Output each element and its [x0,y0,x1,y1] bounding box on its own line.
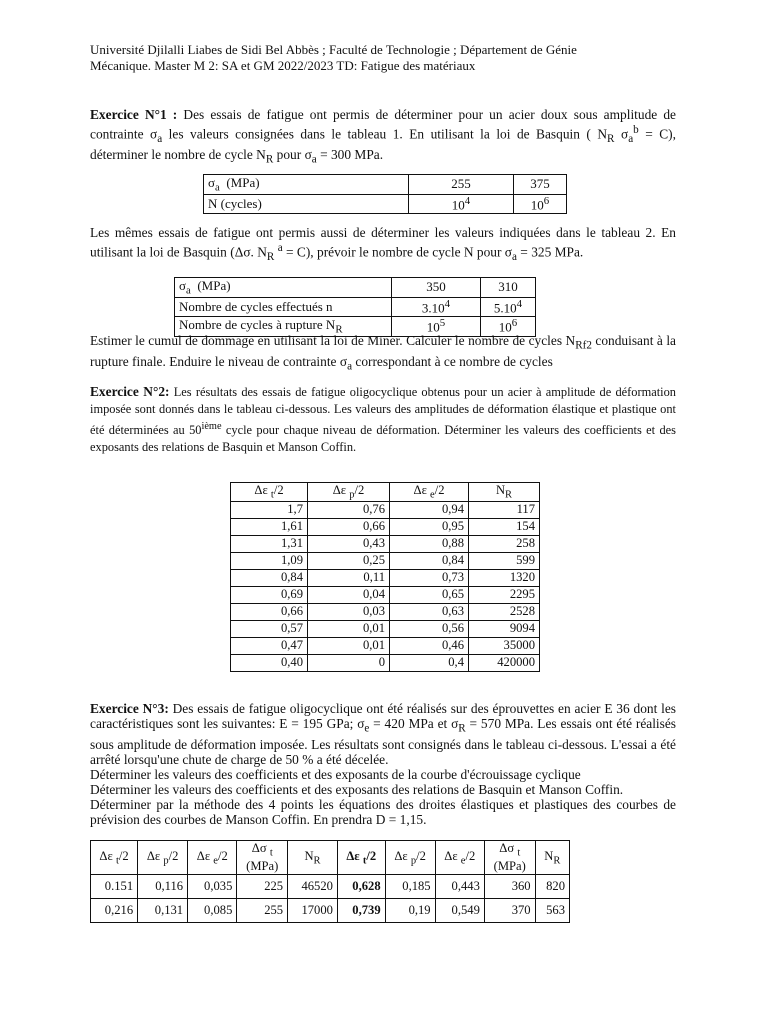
table-cell: 258 [469,535,540,552]
table-cell: 0,65 [390,586,469,603]
table-cell: 0,43 [308,535,390,552]
table-cell: 2295 [469,586,540,603]
table-cell: 0,66 [231,603,308,620]
table-exercise-3 [90,840,570,923]
table-cell: 0,185 [385,875,435,899]
table-cell: 820 [535,875,569,899]
table-cell: 0,085 [188,899,237,923]
table-cell: 0,11 [308,569,390,586]
table-cell: 0,66 [308,518,390,535]
table-cell: 154 [469,518,540,535]
table-cell: 1,09 [231,552,308,569]
table-cell: 0,549 [435,899,484,923]
table-cell: 0,19 [385,899,435,923]
table-cell: 0,88 [390,535,469,552]
table-cell: 35000 [469,637,540,654]
header [90,42,676,74]
table-cell: 0,04 [308,586,390,603]
table-header-row: Δε $_t$/2 Δε $_p$/2 Δε $_e$/2 Δσ $_t$ (MPa) $N_R$ Δε $_t$/2 Δε $_p$/2 Δε $_e$/2 Δσ $_t$ (MPa) $N_R$ [91,841,570,875]
table-row [91,899,570,923]
table-cell: 0,131 [138,899,188,923]
table-cell: 0,01 [308,637,390,654]
header-line-2: Mécanique. Master M 2: SA et GM 2022/2023 TD: Fatigue des matériaux [90,58,476,73]
table-cell: 1,61 [231,518,308,535]
table-cell: 1320 [469,569,540,586]
table-row: N (cycles) $10^4$ $10^6$ [204,194,567,213]
exercise-3-task-2: Déterminer les valeurs des coefficients et des exposants des relations de Basquin et Manson Coffin. [90,781,624,797]
table-cell: 0,76 [308,501,390,518]
table-cell: 0,63 [390,603,469,620]
table-row [91,875,570,899]
table-cell: 0.151 [91,875,138,899]
table-cell: 0,69 [231,586,308,603]
table-cell: 0,56 [390,620,469,637]
exercise-1-title: Exercice N°1 : [90,107,178,122]
table-cell: 0,95 [390,518,469,535]
table-cell: 0,57 [231,620,308,637]
table-cell: 0,116 [138,875,188,899]
table-row [231,569,540,586]
table-row: Nombre de cycles à rupture $N_R$ $10^5$ $10^6$ [175,316,536,336]
table-cell: 225 [237,875,288,899]
table-row [231,586,540,603]
table-cell: 0,46 [390,637,469,654]
table-row: Nombre de cycles effectués n 3.10$^4$ 5.10$^4$ [175,297,536,316]
table-row [231,654,540,671]
table-cell: 0,73 [390,569,469,586]
exercise-2-paragraph: Exercice N°2: Les résultats des essais de fatigue oligocyclique obtenus pour un acier à amplitude de déformation imposée sont donnés dans le tableau ci-dessous. Les valeurs des amplitudes de déformation élastique et plastique ont été déterminées au 50ième cycle pour chaque niveau de déformation. Déterminer les valeurs des coefficients et des exposants des relations de Basquin et Manson Coffin. [90,384,676,455]
exercise-1-paragraph-3: Estimer le cumul de dommage en utilisant la loi de Miner. Calculer le nombre de cycles $N_{Rf2}$ conduisant à la rupture finale. Enduire le niveau de contrainte $\sigma_a$ correspondant à ce nombre de cycles [90,333,676,373]
table-cell: 599 [469,552,540,569]
table-cell: 255 [237,899,288,923]
table-cell: 0,035 [188,875,237,899]
table-cell: 117 [469,501,540,518]
table-row: $\sigma_a$ (MPa) 350 310 [175,278,536,298]
table-cell: 0,443 [435,875,484,899]
table-row [231,535,540,552]
table-cell: 46520 [288,875,338,899]
table-cell: 420000 [469,654,540,671]
table-row [231,518,540,535]
exercise-3-title: Exercice N°3: [90,701,169,716]
table-cell: 2528 [469,603,540,620]
exercise-3-task-3: Déterminer par la méthode des 4 points les équations des droites élastiques et plastiques des courbes de prévision des courbes de Manson Coffin. En prendra D = 1,15. [90,796,676,827]
table-cell: 0 [308,654,390,671]
table-cell: 0,4 [390,654,469,671]
exercise-3-task-1: Déterminer les valeurs des coefficients et des exposants de la courbe d'écrouissage cyclique [90,766,581,782]
table-row [231,501,540,518]
table-row [231,620,540,637]
table-row [231,637,540,654]
table-cell: 0,47 [231,637,308,654]
table-cell: 370 [484,899,535,923]
header-line-1: Université Djilalli Liabes de Sidi Bel Abbès ; Faculté de Technologie ; Département de Génie [90,42,577,57]
table-1 [203,174,567,214]
table-cell: 0,25 [308,552,390,569]
table-cell: 17000 [288,899,338,923]
exercise-1-paragraph: Exercice N°1 : Des essais de fatigue ont permis de déterminer pour un acier doux sous amplitude de contrainte $\sigma_a$ les valeurs consignées dans le tableau 1. En utilisant la loi de Basquin ( $N_R$ $\sigma_a^b = C$), déterminer le nombre de cycle $N_R$ pour $\sigma_a = 300$ MPa. [90,107,676,166]
table-cell: 0,84 [231,569,308,586]
table-cell: 0,40 [231,654,308,671]
table-cell: 0,216 [91,899,138,923]
exercise-1-paragraph-2: Les mêmes essais de fatigue ont permis aussi de déterminer les valeurs indiquées dans le tableau 2. En utilisant la loi de Basquin (Δσ. $N_R$ $^a$ = C), prévoir le nombre de cycle N pour $\sigma_a = 325$ MPa. [90,225,676,263]
exercise-2-title: Exercice N°2: [90,384,170,399]
table-header-row: Δε $_t$/2 Δε $_p$/2 Δε $_e$/2 $N_R$ [231,483,540,502]
table-cell: 9094 [469,620,540,637]
table-cell: 360 [484,875,535,899]
exercise-3-paragraph: Exercice N°3: Des essais de fatigue oligocyclique ont été réalisés sur des éprouvettes en acier E 36 dont les caractéristiques sont les suivantes: E = 195 GPa; $\sigma_e = 420$ MPa et $\sigma_R = 570$ MPa. Les essais ont été réalisés sous amplitude de déformation imposée. Les résultats sont consignés dans le tableau ci-dessous. L'essai a été arrêté lorsqu'une chute de charge de 50 % a été décelée. Déterminer les valeurs des coefficients et des exposants de la courbe d'écrouissage cyclique Déterminer les valeurs des coefficients et des exposants des relations de Basquin et Manson Coffin. Déterminer par la méthode des 4 points les équations des droites élastiques et plastiques des courbes de prévision des courbes de Manson Coffin. En prendra D = 1,15. [90,701,677,827]
table-cell: 0,84 [390,552,469,569]
table-cell: 0,94 [390,501,469,518]
table-row: $\sigma_a$ (MPa) 255 375 [204,175,567,195]
table-row [231,603,540,620]
table-cell: 0,628 [337,875,385,899]
table-cell: 1,7 [231,501,308,518]
table-2 [174,277,536,337]
table-cell: 0,03 [308,603,390,620]
table-exercise-2 [230,482,540,672]
table-cell: 563 [535,899,569,923]
table-cell: 1,31 [231,535,308,552]
table-cell: 0,739 [337,899,385,923]
table-cell: 0,01 [308,620,390,637]
table-row [231,552,540,569]
